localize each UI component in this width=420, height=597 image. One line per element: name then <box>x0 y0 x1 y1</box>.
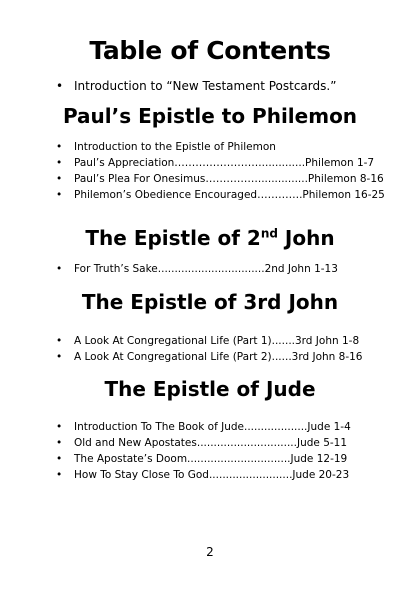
toc-entry-text: Old and New Apostates..............................Jude 5-11 <box>74 437 348 449</box>
bullet-icon: • <box>56 453 63 465</box>
bullet-icon: • <box>56 79 64 93</box>
bullet-icon: • <box>56 335 63 347</box>
toc-entry-text: The Apostate’s Doom...............................Jude 12-19 <box>74 453 348 465</box>
toc-entry-text: Paul’s Appreciation……………………..............Philemon 1-7 <box>74 157 375 169</box>
section-title-2nd-john-prefix: The Epistle of 2 <box>85 226 261 250</box>
bullet-icon: • <box>56 469 63 481</box>
bullet-icon: • <box>56 157 63 169</box>
section-title-philemon: Paul’s Epistle to Philemon <box>62 104 358 128</box>
bullet-icon: • <box>56 141 63 153</box>
section-title-2nd-john-sup: nd <box>260 226 278 241</box>
page-title: Table of Contents <box>89 36 331 65</box>
toc-entry-text: How To Stay Close To God.........................Jude 20-23 <box>74 469 350 481</box>
bullet-icon: • <box>56 351 63 363</box>
section-title-2nd-john-suffix: John <box>277 226 335 250</box>
page-number: 2 <box>206 545 214 559</box>
bullet-icon: • <box>56 421 63 433</box>
section-title-3rd-john: The Epistle of 3rd John <box>81 290 339 314</box>
intro-text: Introduction to “New Testament Postcards.” <box>74 79 337 93</box>
section-title-jude: The Epistle of Jude <box>104 377 316 401</box>
bullet-icon: • <box>56 173 63 185</box>
toc-entry-text: A Look At Congregational Life (Part 2)......3rd John 8-16 <box>74 351 363 363</box>
bullet-icon: • <box>56 263 63 275</box>
toc-entry-text: A Look At Congregational Life (Part 1).......3rd John 1-8 <box>74 335 360 347</box>
toc-entry-text: Introduction to the Epistle of Philemon <box>74 141 276 153</box>
section-title-2nd-john <box>0 226 420 250</box>
toc-entry-text: Philemon’s Obedience Encouraged………….Philemon 16-25 <box>74 189 385 201</box>
toc-entry-text: Introduction To The Book of Jude...................Jude 1-4 <box>74 421 351 433</box>
bullet-icon: • <box>56 189 63 201</box>
toc-entry-text: Paul’s Plea For Onesimus……………...............Philemon 8-16 <box>74 173 384 185</box>
toc-entry-text: For Truth’s Sake................................2nd John 1-13 <box>74 263 338 275</box>
bullet-icon: • <box>56 437 63 449</box>
